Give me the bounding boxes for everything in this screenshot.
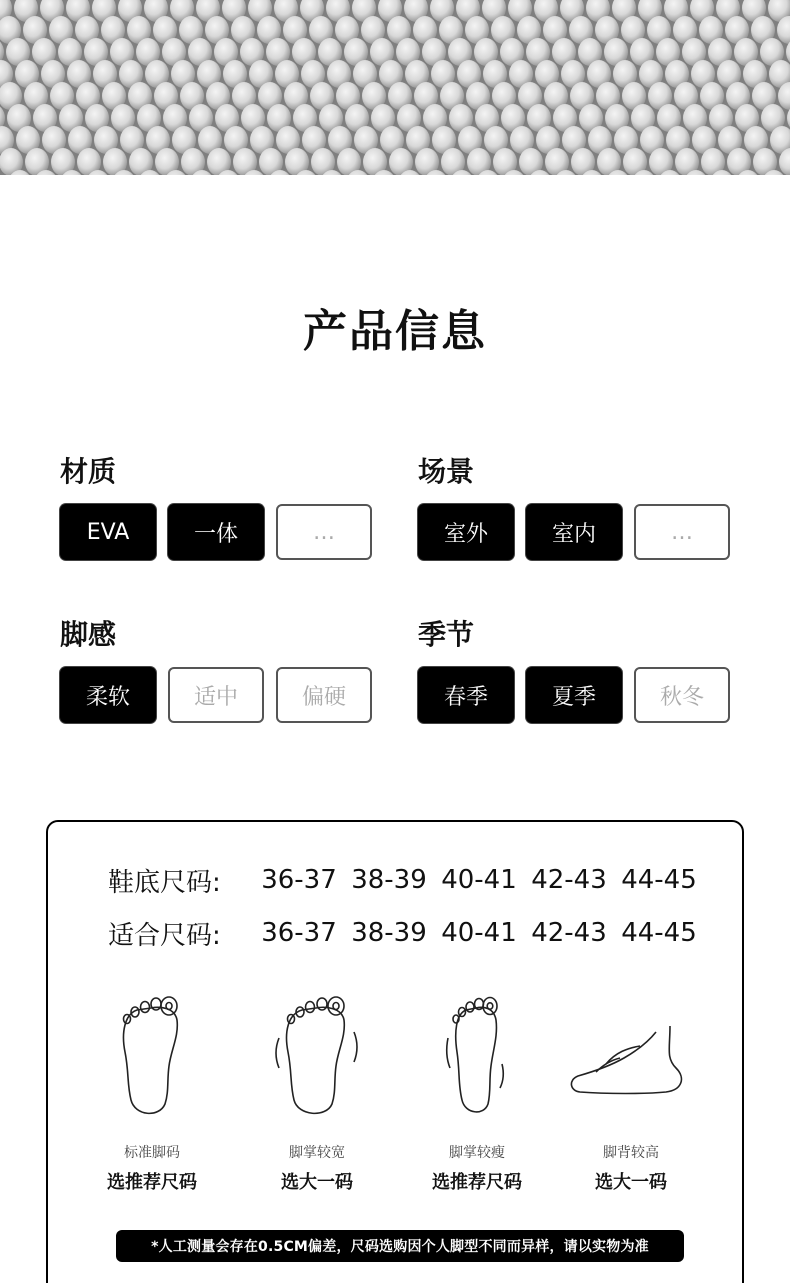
size-value: 44-45 [621, 918, 697, 948]
foot-caption: 标准脚码 [124, 1145, 180, 1161]
attribute-group-scene [418, 452, 738, 547]
option-chip[interactable]: 夏季 [526, 667, 622, 723]
size-value: 36-37 [261, 918, 337, 948]
size-row-fit [108, 913, 704, 953]
foot-advice: 选大一码 [595, 1172, 667, 1193]
foot-advice: 选推荐尺码 [432, 1172, 522, 1193]
size-row-sole [108, 860, 704, 900]
attribute-group-material [60, 452, 380, 547]
size-value: 40-41 [441, 918, 517, 948]
size-value: 38-39 [351, 865, 427, 895]
attribute-label: 季节 [418, 618, 475, 651]
foot-guide-narrow [412, 992, 542, 1193]
option-chip[interactable]: 春季 [418, 667, 514, 723]
foot-caption: 脚背较高 [603, 1145, 659, 1161]
option-chip[interactable]: 一体 [168, 504, 264, 560]
foot-guide-wide [252, 992, 382, 1193]
foot-narrow-icon [432, 992, 522, 1122]
attribute-label: 材质 [60, 455, 117, 488]
page-title: 产品信息 [303, 306, 487, 357]
attribute-label: 脚感 [60, 618, 117, 651]
measurement-disclaimer: *人工测量会存在0.5CM偏差，尺码选购因个人脚型不同而异样，请以实物为准 [116, 1230, 684, 1262]
option-chip[interactable]: 秋冬 [634, 667, 730, 723]
option-chip[interactable]: 室外 [418, 504, 514, 560]
option-chip[interactable]: EVA [60, 504, 156, 560]
foot-guide-standard [87, 992, 217, 1193]
option-chip-more[interactable]: … [634, 504, 730, 560]
attribute-label: 场景 [418, 455, 475, 488]
sole-texture-graphic [0, 0, 790, 175]
foot-wide-icon [272, 992, 362, 1122]
size-row-label: 鞋底尺码: [108, 867, 221, 898]
size-value: 38-39 [351, 918, 427, 948]
option-chip[interactable]: 适中 [168, 667, 264, 723]
size-value: 44-45 [621, 865, 697, 895]
size-value: 42-43 [531, 918, 607, 948]
size-value: 36-37 [261, 865, 337, 895]
size-row-label: 适合尺码: [108, 920, 221, 951]
foot-guide-high-instep [566, 992, 696, 1193]
foot-caption: 脚掌较宽 [289, 1145, 345, 1161]
option-chip[interactable]: 柔软 [60, 667, 156, 723]
option-chip[interactable]: 偏硬 [276, 667, 372, 723]
option-chip-more[interactable]: … [276, 504, 372, 560]
foot-advice: 选推荐尺码 [107, 1172, 197, 1193]
attribute-group-feel [60, 615, 380, 710]
size-value: 40-41 [441, 865, 517, 895]
attribute-group-season [418, 615, 738, 710]
foot-high-instep-icon [566, 992, 696, 1122]
foot-caption: 脚掌较瘦 [449, 1145, 505, 1161]
hero-sole-texture-image [0, 0, 790, 175]
foot-advice: 选大一码 [281, 1172, 353, 1193]
size-chart-panel [46, 820, 744, 1283]
foot-standard-icon [107, 992, 197, 1122]
size-value: 42-43 [531, 865, 607, 895]
option-chip[interactable]: 室内 [526, 504, 622, 560]
